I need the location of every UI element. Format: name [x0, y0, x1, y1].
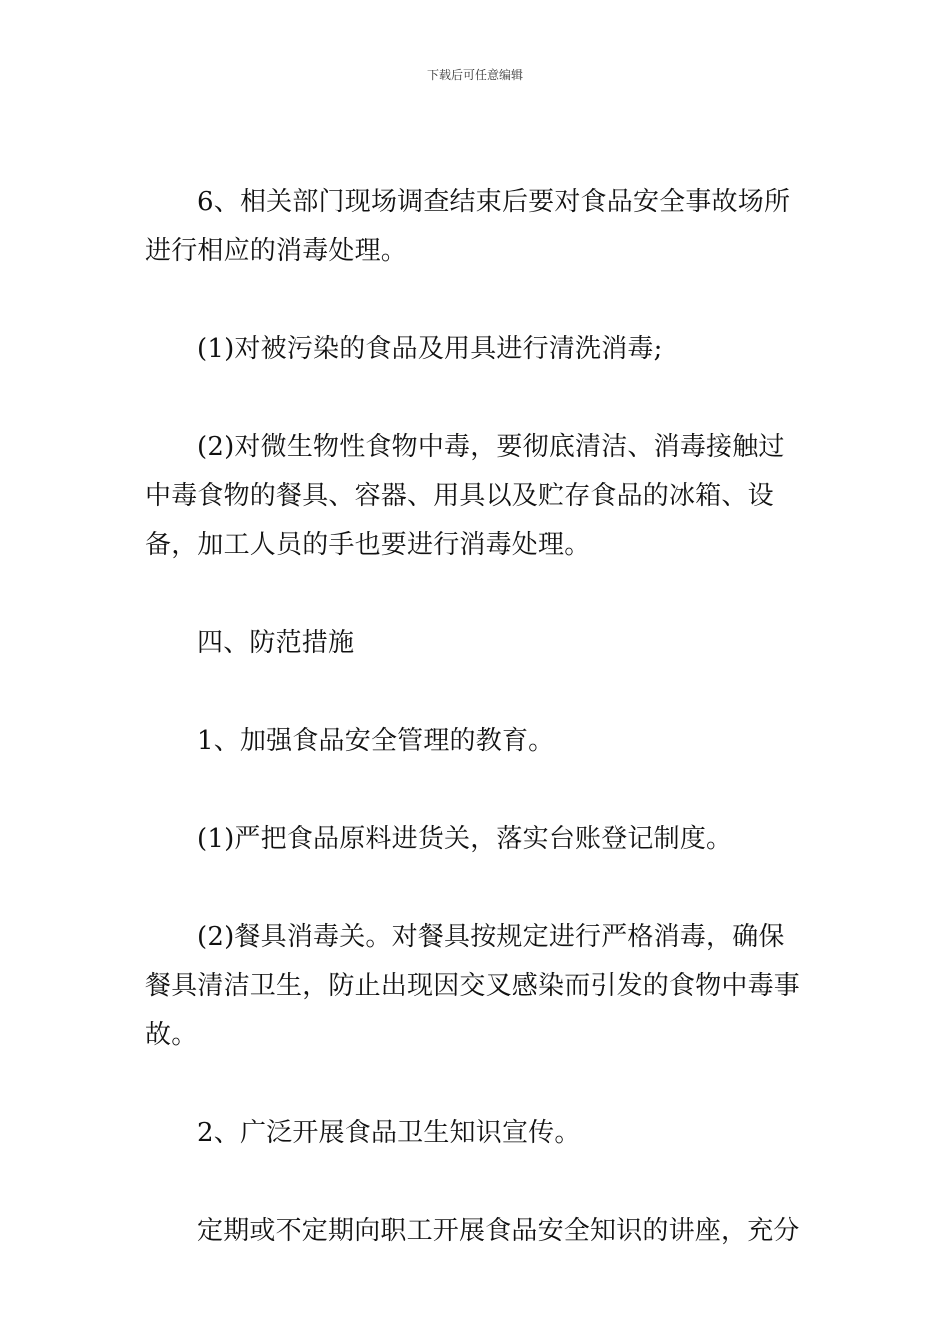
paragraph-regular-lectures: 定期或不定期向职工开展食品安全知识的讲座，充分	[197, 1216, 800, 1246]
paragraph-microbial-poisoning-cleaning: (2)对微生物性食物中毒，要彻底清洁、消毒接触过中毒食物的餐具、容器、用具以及贮存食品的冰箱、设备，加工人员的手也要进行消毒处理。	[145, 432, 785, 560]
paragraph-disinfect-food-utensils: (1)对被污染的食品及用具进行清洗消毒;	[197, 334, 663, 364]
section-heading-prevention: 四、防范措施	[197, 628, 355, 658]
paragraph-tableware-disinfection: (2)餐具消毒关。对餐具按规定进行严格消毒，确保餐具清洁卫生，防止出现因交叉感染而引发的食物中毒事故。	[145, 922, 801, 1050]
paragraph-hygiene-knowledge-promotion: 2、广泛开展食品卫生知识宣传。	[197, 1118, 581, 1148]
paragraph-disinfection-step-6: 6、相关部门现场调查结束后要对食品安全事故场所进行相应的消毒处理。	[145, 187, 791, 266]
page-header-note: 下载后可任意编辑	[426, 68, 523, 82]
paragraph-raw-material-control: (1)严把食品原料进货关，落实台账登记制度。	[197, 824, 733, 854]
document-body	[145, 178, 810, 1256]
paragraph-strengthen-education: 1、加强食品安全管理的教育。	[197, 726, 555, 756]
